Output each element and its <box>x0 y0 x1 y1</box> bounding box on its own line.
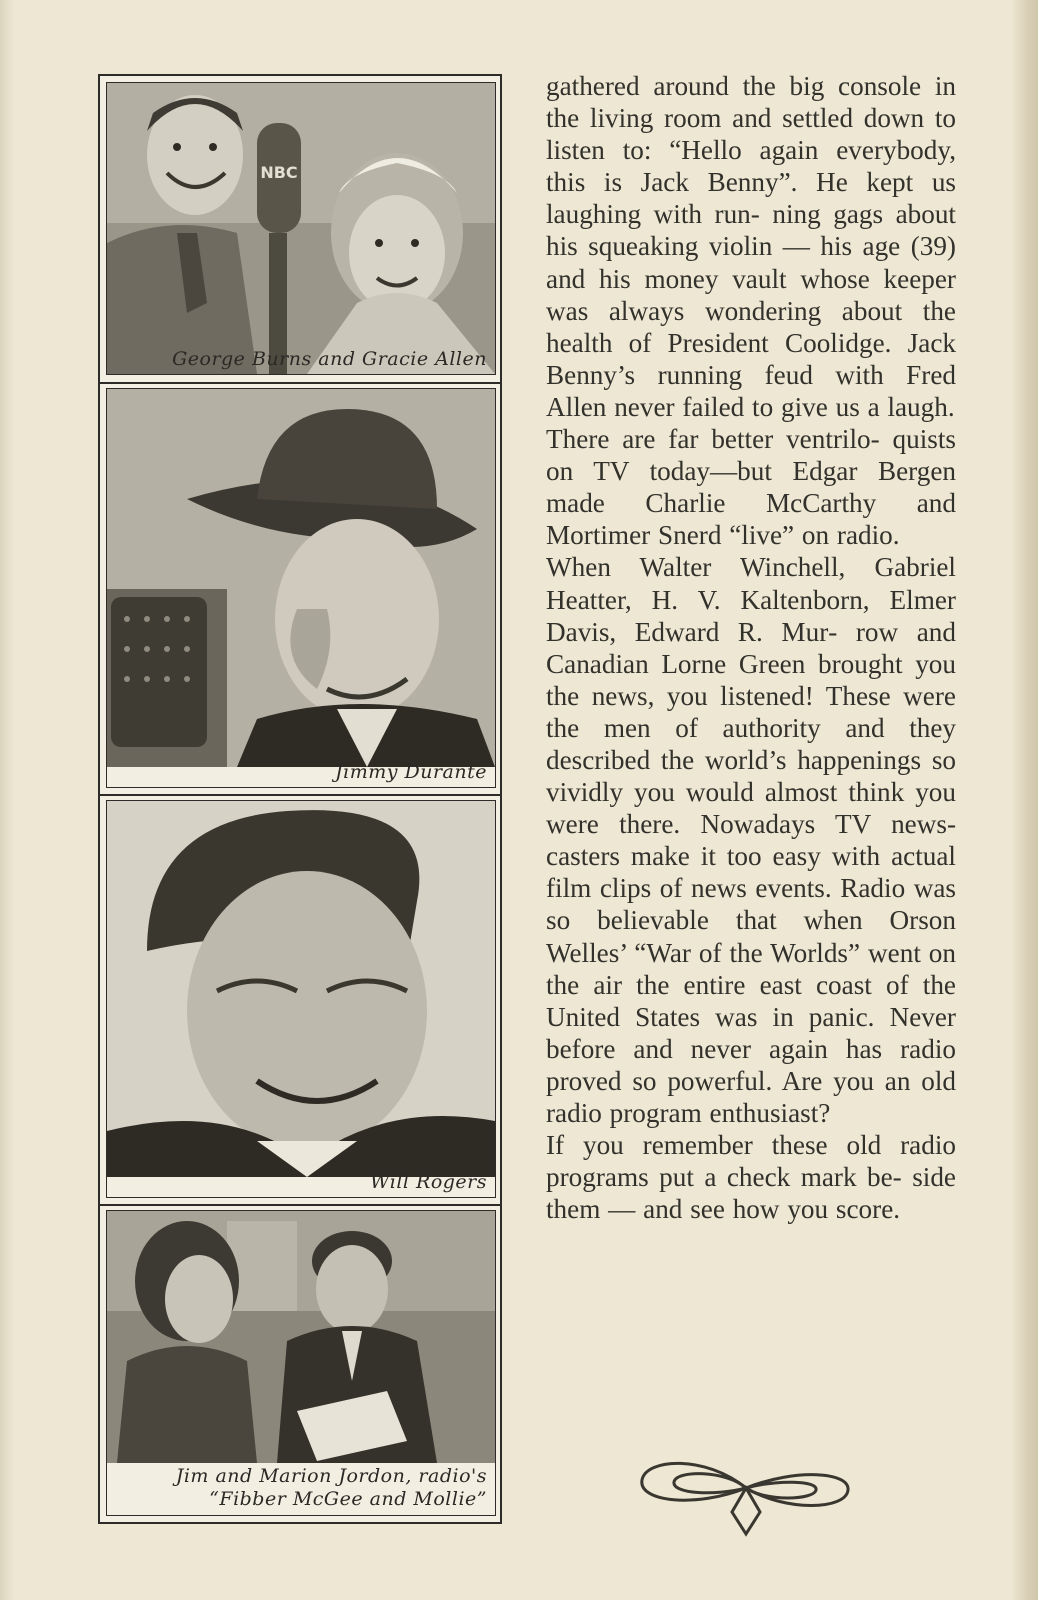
photo-durante <box>106 388 496 788</box>
photo-column <box>98 74 502 1524</box>
photo-burns-allen <box>106 82 496 375</box>
article-paragraph-1: gathered around the big console in the living room and settled down to listen to: “Hello again everybody, this is Jack Benny”. He kept us laughing with run‑ ning gags about his squeaking violin — his age (39) and his money vault whose keeper was always wondering about the health of President Coolidge. Jack Benny’s running feud with Fred Allen never failed to give us a laugh. <box>546 71 956 422</box>
flourish-ornament-icon <box>636 1450 856 1540</box>
photo-divider <box>100 794 500 796</box>
caption-jordons <box>176 1465 487 1511</box>
caption-durante: Jimmy Durante <box>335 761 487 783</box>
article-paragraph-4: If you remember these old radio programs put a check mark be‑ side them — and see how you score. <box>546 1130 956 1225</box>
article-text <box>546 70 956 1225</box>
article-paragraph-2: There are far better ventrilo‑ quists on TV today—but Edgar Bergen made Charlie McCarthy and Mortimer Snerd “live” on radio. <box>546 424 956 551</box>
mic-lettering: NBC <box>260 163 298 182</box>
caption-burns-allen: George Burns and Gracie Allen <box>172 348 487 370</box>
caption-jordons-line2: “Fibber McGee and Mollie” <box>209 1488 487 1510</box>
photo-jordons <box>106 1210 496 1516</box>
caption-rogers: Will Rogers <box>370 1171 487 1193</box>
caption-jordons-line1: Jim and Marion Jordon, radio's <box>175 1465 487 1487</box>
photo-jordons-image <box>107 1211 495 1463</box>
photo-durante-image <box>107 389 495 767</box>
photo-rogers <box>106 800 496 1198</box>
page-shadow <box>0 0 14 1600</box>
photo-rogers-image <box>107 801 495 1177</box>
photo-burns-allen-image <box>107 83 495 374</box>
photo-divider <box>100 382 500 384</box>
photo-divider <box>100 1204 500 1206</box>
article-paragraph-3: When Walter Winchell, Gabriel Heatter, H. V. Kaltenborn, Elmer Davis, Edward R. Mur‑ row and Canadian Lorne Green brought you the news, you listened! These were the men of authority and they described the world’s happenings so vividly you would almost think you were there. Nowadays TV news‑ casters make it too easy with actual film clips of news events. Radio was so believable that when Orson Welles’ “War of the Worlds” went on the air the entire east coast of the United States was in panic. Never before and never again has radio proved so powerful. Are you an old radio program enthusiast? <box>546 552 956 1128</box>
page-edge <box>1012 0 1038 1600</box>
